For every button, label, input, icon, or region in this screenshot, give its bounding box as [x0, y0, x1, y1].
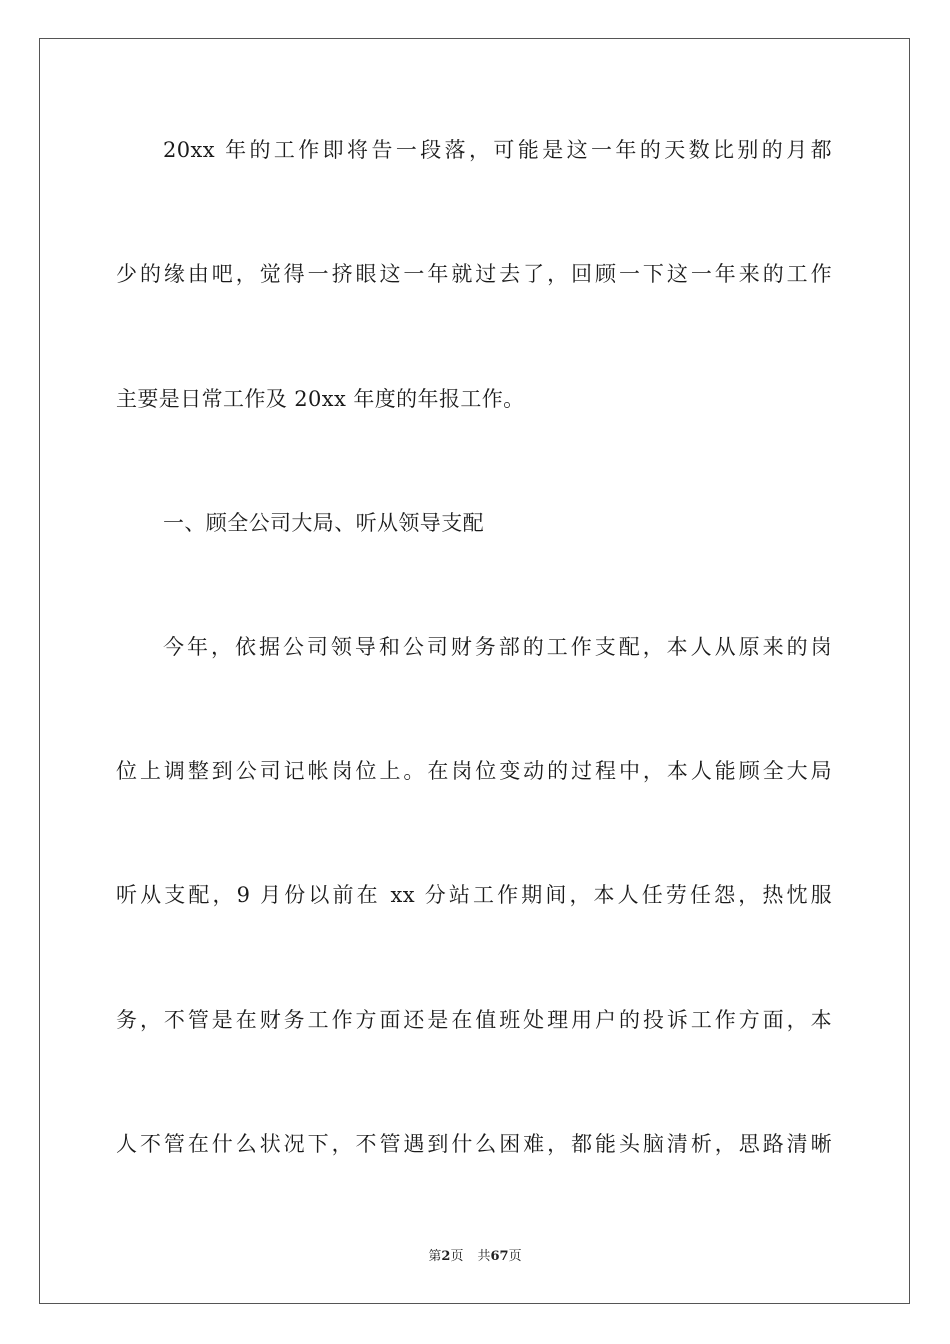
page-frame — [39, 38, 910, 1304]
paragraph-line-1: 20xx 年的工作即将告一段落，可能是这一年的天数比别的月都 — [163, 138, 832, 162]
total-pages: 67 — [490, 1249, 509, 1264]
section-heading: 一、顾全公司大局、听从领导支配 — [163, 511, 484, 535]
page-number: 2 — [441, 1249, 451, 1264]
page-footer — [0, 1248, 950, 1266]
paragraph-line-2: 少的缘由吧，觉得一挤眼这一年就过去了，回顾一下这一年来的工作 — [116, 262, 832, 286]
paragraph-line-8: 务，不管是在财务工作方面还是在值班处理用户的投诉工作方面，本 — [116, 1008, 832, 1032]
page-suffix: 页 — [450, 1249, 464, 1264]
paragraph-line-9: 人不管在什么状况下，不管遇到什么困难，都能头脑清析，思路清晰 — [116, 1132, 832, 1156]
paragraph-line-6: 位上调整到公司记帐岗位上。在岗位变动的过程中，本人能顾全大局 — [116, 759, 832, 783]
paragraph-line-7: 听从支配，9 月份以前在 xx 分站工作期间，本人任劳任怨，热忱服 — [116, 883, 832, 907]
total-prefix: 共 — [477, 1249, 491, 1264]
paragraph-line-5: 今年，依据公司领导和公司财务部的工作支配，本人从原来的岗 — [163, 635, 832, 659]
page-prefix: 第 — [428, 1249, 442, 1264]
paragraph-line-3: 主要是日常工作及 20xx 年度的年报工作。 — [116, 387, 525, 411]
total-suffix: 页 — [508, 1249, 522, 1264]
